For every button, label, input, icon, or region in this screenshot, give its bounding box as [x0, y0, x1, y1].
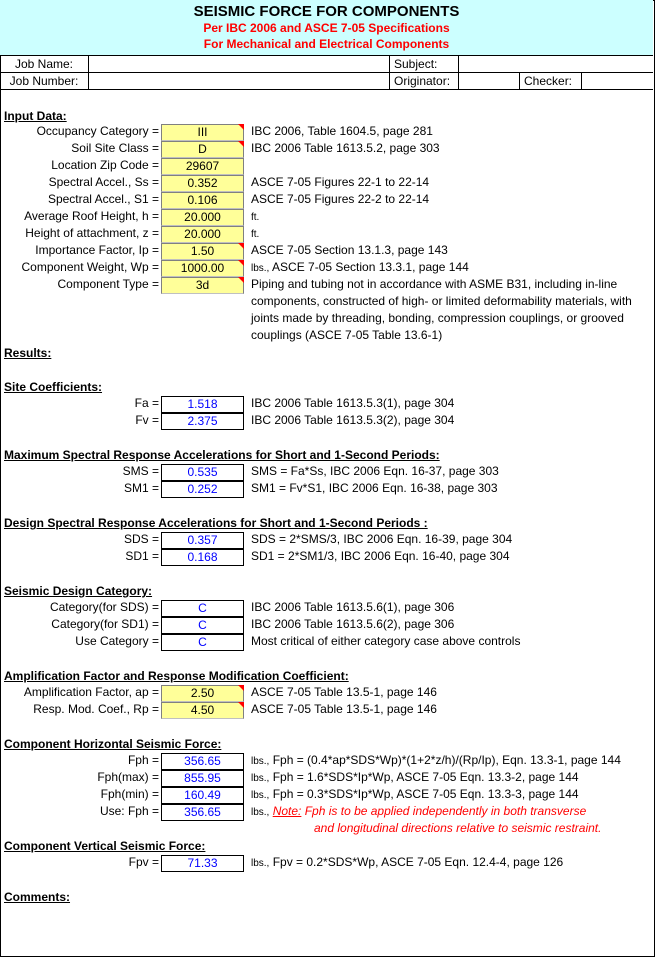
- comment-marker-icon: [238, 141, 244, 147]
- use-fph-note: [251, 803, 586, 821]
- fph-min-value: 160.49: [161, 787, 244, 804]
- sd1-ref: SD1 = 2*SM1/3, IBC 2006 Eqn. 16-40, page 304: [251, 549, 510, 563]
- importance-factor-label: Importance Factor, Ip =: [35, 243, 159, 257]
- roof-height-input[interactable]: 20.000: [161, 209, 244, 226]
- sms-label: SMS =: [122, 464, 159, 478]
- horizontal-force-heading: Component Horizontal Seismic Force:: [4, 737, 222, 751]
- job-number-label: Job Number:: [0, 73, 89, 89]
- title-block: [0, 0, 653, 56]
- fv-value: 2.375: [161, 413, 244, 430]
- sds-value: 0.357: [161, 532, 244, 549]
- note-label: Note:: [272, 804, 302, 818]
- fph-min-unit: lbs.,: [251, 790, 270, 801]
- spectral-ss-input[interactable]: 0.352: [161, 175, 244, 192]
- fpv-ref: [251, 854, 563, 872]
- fpv-unit: lbs.,: [251, 858, 270, 869]
- fph-max-value: 855.95: [161, 770, 244, 787]
- zip-code-label: Location Zip Code =: [51, 158, 159, 172]
- comment-marker-icon: [238, 685, 244, 691]
- use-category-ref: Most critical of either category case above controls: [251, 634, 521, 648]
- fv-ref: IBC 2006 Table 1613.5.3(2), page 304: [251, 413, 455, 427]
- fa-label: Fa =: [134, 396, 159, 410]
- vertical-force-heading: Component Vertical Seismic Force:: [4, 839, 206, 853]
- job-name-label: Job Name:: [0, 56, 89, 72]
- use-fph-label: Use: Fph =: [99, 804, 159, 818]
- sd1-value: 0.168: [161, 549, 244, 566]
- component-type-input[interactable]: 3d: [161, 277, 244, 294]
- fpv-ref-text: Fpv = 0.2*SDS*Wp, ASCE 7-05 Eqn. 12.4-4, page 126: [272, 855, 564, 869]
- comment-marker-icon: [238, 260, 244, 266]
- soil-site-class-ref: IBC 2006 Table 1613.5.2, page 303: [251, 141, 440, 155]
- sms-ref: SMS = Fa*Ss, IBC 2006 Eqn. 16-37, page 303: [251, 464, 499, 478]
- category-sds-ref: IBC 2006 Table 1613.5.6(1), page 306: [251, 600, 455, 614]
- spectral-s1-input[interactable]: 0.106: [161, 192, 244, 209]
- comment-marker-icon: [238, 124, 244, 130]
- use-category-value: C: [161, 634, 244, 651]
- originator-field[interactable]: [459, 73, 520, 89]
- fpv-label: Fpv =: [128, 855, 159, 869]
- use-fph-unit: lbs.,: [251, 807, 270, 818]
- ap-ref: ASCE 7-05 Table 13.5-1, page 146: [251, 685, 437, 699]
- originator-label: Originator:: [390, 73, 459, 89]
- zip-code-input[interactable]: 29607: [161, 158, 244, 175]
- sheet-title: SEISMIC FORCE FOR COMPONENTS: [193, 3, 460, 20]
- job-row-2: [0, 73, 653, 90]
- spectral-s1-ref: ASCE 7-05 Figures 22-2 to 22-14: [251, 192, 430, 206]
- attachment-height-unit: ft.: [251, 229, 260, 240]
- sd1-label: SD1 =: [125, 549, 159, 563]
- fph-min-ref: [251, 786, 579, 804]
- roof-height-label: Average Roof Height, h =: [24, 209, 159, 223]
- attachment-height-label: Height of attachment, z =: [25, 226, 159, 240]
- spectral-s1-label: Spectral Accel., S1 =: [47, 192, 159, 206]
- sm1-value: 0.252: [161, 481, 244, 498]
- rp-label: Resp. Mod. Coef., Rp =: [33, 702, 159, 716]
- component-weight-unit: lbs.,: [251, 263, 270, 274]
- fa-ref: IBC 2006 Table 1613.5.3(1), page 304: [251, 396, 455, 410]
- component-weight-ref-text: ASCE 7-05 Section 13.3.1, page 144: [272, 260, 469, 274]
- fpv-value: 71.33: [161, 855, 244, 872]
- component-weight-label: Component Weight, Wp =: [21, 260, 159, 274]
- rp-input[interactable]: 4.50: [161, 702, 244, 719]
- component-type-description: Piping and tubing not in accordance with ASME B31, including in-line components, constructed of high- or limited deformability materials, with joints made by threading, bonding, compression couplings, or grooved couplings (ASCE 7-05 Table 13.6-1): [251, 277, 632, 342]
- note-text: Fph is to be applied independently in both transverse: [304, 804, 587, 818]
- occupancy-category-input[interactable]: III: [161, 124, 244, 141]
- sms-value: 0.535: [161, 464, 244, 481]
- results-heading: Results:: [4, 346, 52, 360]
- subject-field[interactable]: [459, 56, 653, 72]
- fph-max-ref-text: Fph = 1.6*SDS*Ip*Wp, ASCE 7-05 Eqn. 13.3-2, page 144: [272, 770, 579, 784]
- job-row-1: [0, 56, 653, 73]
- soil-site-class-input[interactable]: D: [161, 141, 244, 158]
- site-coefficients-heading: Site Coefficients:: [4, 380, 103, 394]
- component-weight-input[interactable]: 1000.00: [161, 260, 244, 277]
- importance-factor-ref: ASCE 7-05 Section 13.1.3, page 143: [251, 243, 448, 257]
- ap-label: Amplification Factor, ap =: [23, 685, 159, 699]
- occupancy-category-label: Occupancy Category =: [36, 124, 159, 138]
- fph-max-unit: lbs.,: [251, 773, 270, 784]
- amplification-heading: Amplification Factor and Response Modification Coefficient:: [4, 669, 349, 683]
- roof-height-unit: ft.: [251, 212, 260, 223]
- soil-site-class-label: Soil Site Class =: [71, 141, 159, 155]
- sm1-label: SM1 =: [123, 481, 159, 495]
- category-sds-value: C: [161, 600, 244, 617]
- input-data-heading: Input Data:: [4, 109, 67, 123]
- note-text-line-2: and longitudinal directions relative to seismic restraint.: [314, 821, 602, 835]
- use-fph-value: 356.65: [161, 804, 244, 821]
- fph-min-label: Fph(min) =: [100, 787, 159, 801]
- sds-ref: SDS = 2*SMS/3, IBC 2006 Eqn. 16-39, page 304: [251, 532, 513, 546]
- importance-factor-input[interactable]: 1.50: [161, 243, 244, 260]
- job-name-field[interactable]: [89, 56, 390, 72]
- fph-ref: [251, 752, 621, 770]
- fph-min-ref-text: Fph = 0.3*SDS*Ip*Wp, ASCE 7-05 Eqn. 13.3-3, page 144: [272, 787, 579, 801]
- spectral-ss-ref: ASCE 7-05 Figures 22-1 to 22-14: [251, 175, 430, 189]
- comment-marker-icon: [238, 702, 244, 708]
- checker-field[interactable]: [582, 73, 653, 89]
- fph-max-ref: [251, 769, 579, 787]
- component-weight-ref: [251, 259, 469, 277]
- max-spectral-heading: Maximum Spectral Response Accelerations for Short and 1-Second Periods:: [4, 448, 440, 462]
- checker-label: Checker:: [520, 73, 582, 89]
- component-type-label: Component Type =: [57, 277, 159, 291]
- job-number-field[interactable]: [89, 73, 390, 89]
- sds-label: SDS =: [123, 532, 159, 546]
- subject-label: Subject:: [390, 56, 459, 72]
- occupancy-category-ref: IBC 2006, Table 1604.5, page 281: [251, 124, 433, 138]
- category-sd1-value: C: [161, 617, 244, 634]
- spectral-ss-label: Spectral Accel., Ss =: [48, 175, 159, 189]
- sdc-heading: Seismic Design Category:: [4, 584, 153, 598]
- fph-value: 356.65: [161, 753, 244, 770]
- use-category-label: Use Category =: [75, 634, 159, 648]
- comment-marker-icon: [238, 243, 244, 249]
- design-spectral-heading: Design Spectral Response Accelerations for Short and 1-Second Periods :: [4, 516, 428, 530]
- fa-value: 1.518: [161, 396, 244, 413]
- sheet-subtitle-2: For Mechanical and Electrical Components: [203, 37, 450, 51]
- fph-ref-text: Fph = (0.4*ap*SDS*Wp)*(1+2*z/h)/(Rp/Ip), Eqn. 13.3-1, page 144: [272, 753, 621, 767]
- sheet-subtitle-1: Per IBC 2006 and ASCE 7-05 Specifications: [203, 21, 450, 35]
- rp-ref: ASCE 7-05 Table 13.5-1, page 146: [251, 702, 437, 716]
- category-sd1-ref: IBC 2006 Table 1613.5.6(2), page 306: [251, 617, 455, 631]
- fph-label: Fph =: [127, 753, 159, 767]
- fph-max-label: Fph(max) =: [97, 770, 159, 784]
- comments-heading: Comments:: [4, 890, 71, 904]
- sm1-ref: SM1 = Fv*S1, IBC 2006 Eqn. 16-38, page 303: [251, 481, 498, 495]
- category-sd1-label: Category(for SD1) =: [51, 617, 159, 631]
- attachment-height-input[interactable]: 20.000: [161, 226, 244, 243]
- category-sds-label: Category(for SDS) =: [49, 600, 159, 614]
- fph-unit: lbs.,: [251, 756, 270, 767]
- ap-input[interactable]: 2.50: [161, 685, 244, 702]
- comment-marker-icon: [238, 277, 244, 283]
- fv-label: Fv =: [135, 413, 159, 427]
